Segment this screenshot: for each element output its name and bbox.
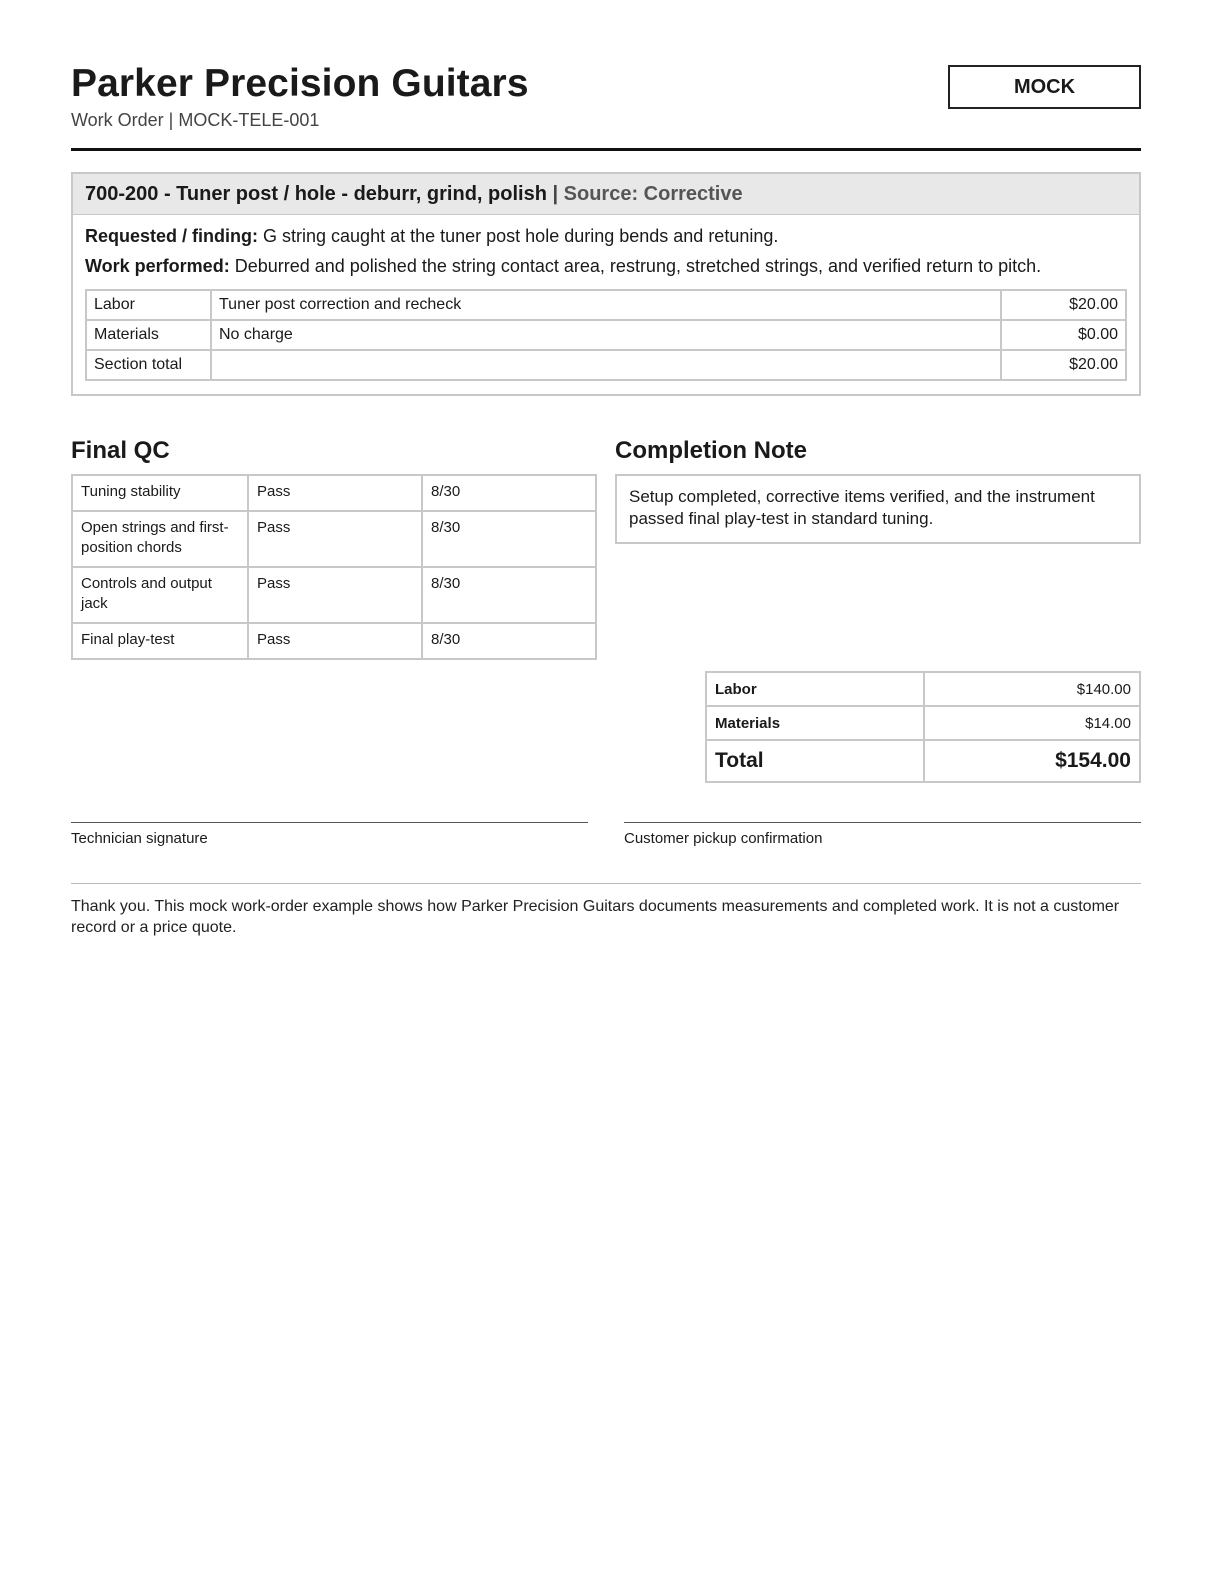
qc-check: Tuning stability [72,475,248,511]
qc-result: Pass [248,567,422,623]
table-row [72,511,596,567]
item-type: Section total [86,350,211,380]
qc-result: Pass [248,623,422,659]
section-items-table [85,289,1127,381]
item-amount: $20.00 [1001,290,1126,320]
totals-table [705,671,1141,783]
completion-note-heading: Completion Note [615,437,807,464]
item-type: Labor [86,290,211,320]
section-body [73,215,1139,394]
table-row [706,706,1140,740]
totals-grand-value: $154.00 [924,740,1140,782]
table-row [86,320,1126,350]
table-row [72,567,596,623]
qc-check: Open strings and first-position chords [72,511,248,567]
table-row [86,350,1126,380]
item-description [211,350,1001,380]
work-order-page [71,0,1141,936]
totals-materials-label: Materials [706,706,924,740]
company-name: Parker Precision Guitars [71,62,529,105]
qc-check: Final play-test [72,623,248,659]
final-qc-heading: Final QC [71,437,170,464]
requested-line [85,225,1127,247]
section-title: 700-200 - Tuner post / hole - deburr, grind, polish [85,183,547,205]
qc-date: 8/30 [422,567,596,623]
qc-date: 8/30 [422,623,596,659]
final-qc-table [71,474,597,660]
table-row [72,475,596,511]
item-amount: $20.00 [1001,350,1126,380]
qc-date: 8/30 [422,511,596,567]
totals-materials-value: $14.00 [924,706,1140,740]
performed-label: Work performed: [85,256,230,276]
work-section-card [71,172,1141,396]
requested-text: G string caught at the tuner post hole during bends and retuning. [263,226,779,246]
performed-line [85,255,1127,277]
qc-date: 8/30 [422,475,596,511]
mock-badge: MOCK [948,65,1141,109]
totals-labor-value: $140.00 [924,672,1140,706]
table-row [72,623,596,659]
qc-check: Controls and output jack [72,567,248,623]
item-description: Tuner post correction and recheck [211,290,1001,320]
requested-label: Requested / finding: [85,226,258,246]
footer-note: Thank you. This mock work-order example shows how Parker Precision Guitars documents measurements and completed work. It is not a customer record or a price quote. [71,883,1141,938]
item-amount: $0.00 [1001,320,1126,350]
final-qc-section [71,436,597,660]
document-header [71,0,1141,151]
section-header [73,174,1139,215]
table-row [706,672,1140,706]
table-row [86,290,1126,320]
customer-pickup-line: Customer pickup confirmation [624,822,1141,848]
completion-note-section [615,436,1141,544]
table-row [706,740,1140,782]
item-type: Materials [86,320,211,350]
totals-grand-label: Total [706,740,924,782]
section-separator: | [552,183,559,205]
item-description: No charge [211,320,1001,350]
qc-result: Pass [248,511,422,567]
work-order-subtitle: Work Order | MOCK-TELE-001 [71,110,320,130]
totals-labor-label: Labor [706,672,924,706]
qc-result: Pass [248,475,422,511]
section-source: Source: Corrective [563,183,743,205]
completion-note-text: Setup completed, corrective items verified, and the instrument passed final play-test in standard tuning. [615,474,1141,544]
performed-text: Deburred and polished the string contact area, restrung, stretched strings, and verified return to pitch. [234,256,1042,276]
technician-signature-line: Technician signature [71,822,588,848]
